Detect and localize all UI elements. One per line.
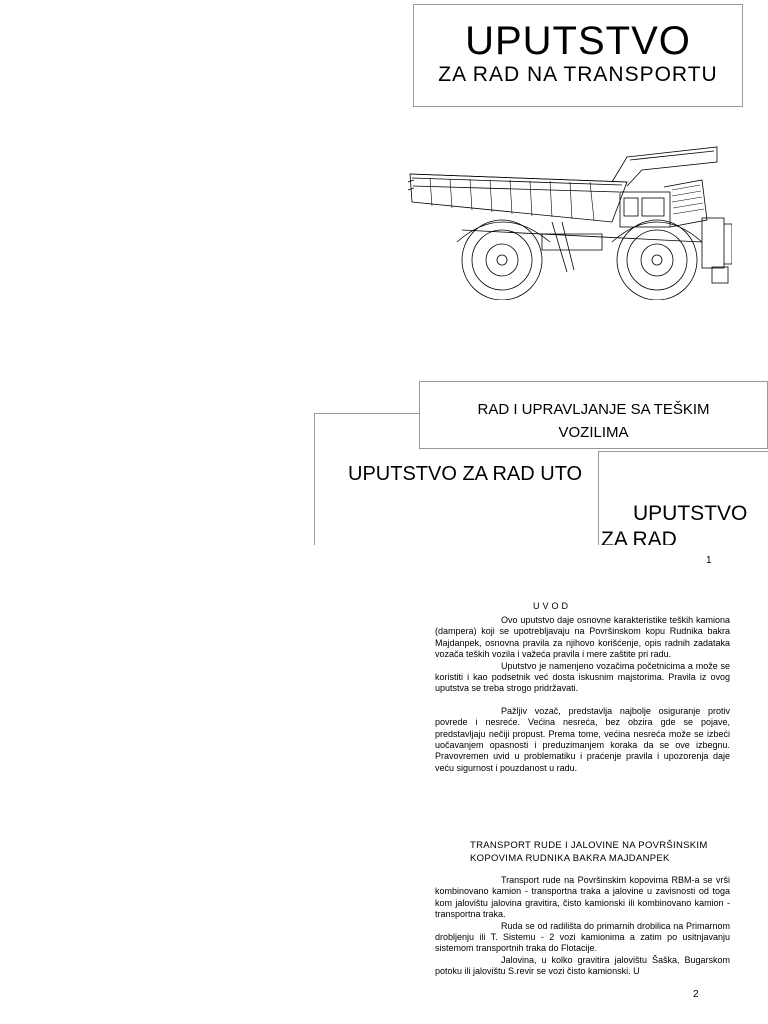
section-paragraph: Jalovina, u kolko gravitira jalovištu Šaška, Bugarskom potoku ili jalovištu S.revir se vozi čisto kamionski. U (435, 954, 730, 977)
uvod-heading: UVOD (533, 601, 572, 611)
section-paragraph: Ruda se od radilišta do primarnih drobilica na Primarnom drobljenju ili T. Sistemu - 2 vozi kamionima a zatim po usitnjavanju sistemom transportnih traka do Flotacije. (435, 920, 730, 954)
section-heading-line2: KOPOVIMA RUDNIKA BAKRA MAJDANPEK (470, 852, 670, 864)
page-number-2: 2 (693, 989, 699, 1000)
title-subtitle: ZA RAD NA TRANSPORTU (438, 63, 718, 86)
section-heading-line1: TRANSPORT RUDE I JALOVINE NA POVRŠINSKIM (470, 840, 708, 851)
rad-box (419, 381, 768, 449)
title-main: UPUTSTVO (465, 19, 691, 63)
intro-text (435, 615, 730, 774)
intro-paragraph-spacer (435, 695, 730, 706)
small-box-line1: UPUTSTVO (633, 502, 748, 525)
rad-box-line1: RAD I UPRAVLJANJE SA TEŠKIM (477, 401, 710, 418)
intro-page (0, 545, 768, 1024)
overlap-heading: UPUTSTVO ZA RAD UTO (348, 463, 583, 485)
small-box-line2: ZA RAD (601, 528, 677, 545)
section-paragraph: Transport rude na Površinskim kopovima RBM-a se vrši kombinovano kamion - transportna traka a jalovine u zavisnosti od toga kom jalovištu jalovina gravitira, čisto kamionski ili kombinovano kamion - transportna traka. (435, 875, 730, 920)
intro-paragraph: Ovo uputstvo daje osnovne karakteristike teških kamiona (dampera) koji se upotrebljavaju na Površinskom kopu Rudnika bakra Majdanpek, osnovna pravila za njihovo korišćenje, opis radnih zadataka vozača teških vozila i važeća pravila i mere zaštite pri radu. (435, 615, 730, 660)
section-text (435, 875, 730, 978)
page-number-1: 1 (706, 555, 712, 566)
mining-dump-truck-drawing (402, 142, 732, 300)
section-heading (470, 840, 708, 865)
intro-paragraph: Pažljiv vozač, predstavlja najbolje osiguranje protiv povrede i nesreće. Većina nesreća, bez obzira gde se pojave, predstavljaju nečiji propust. Prema tome, većina nesreća može se izbeći uočavanjem opasnosti i preduzimanjem koraka da se ove izbegnu. Pravovremen uvid u problematiku i praćenje pravila i upozorenja daje veću sigurnost i pouzdanost u radu. (435, 705, 730, 773)
rad-box-line2: VOZILIMA (558, 424, 629, 441)
small-title-box (598, 451, 768, 545)
title-box (413, 4, 743, 107)
intro-paragraph: Uputstvo je namenjeno vozačima početnicima a može se koristiti i kao podsetnik već dosta iskusnim majstorima. Pravila iz ovog uputstva se treba strogo pridržavati. (435, 660, 730, 694)
